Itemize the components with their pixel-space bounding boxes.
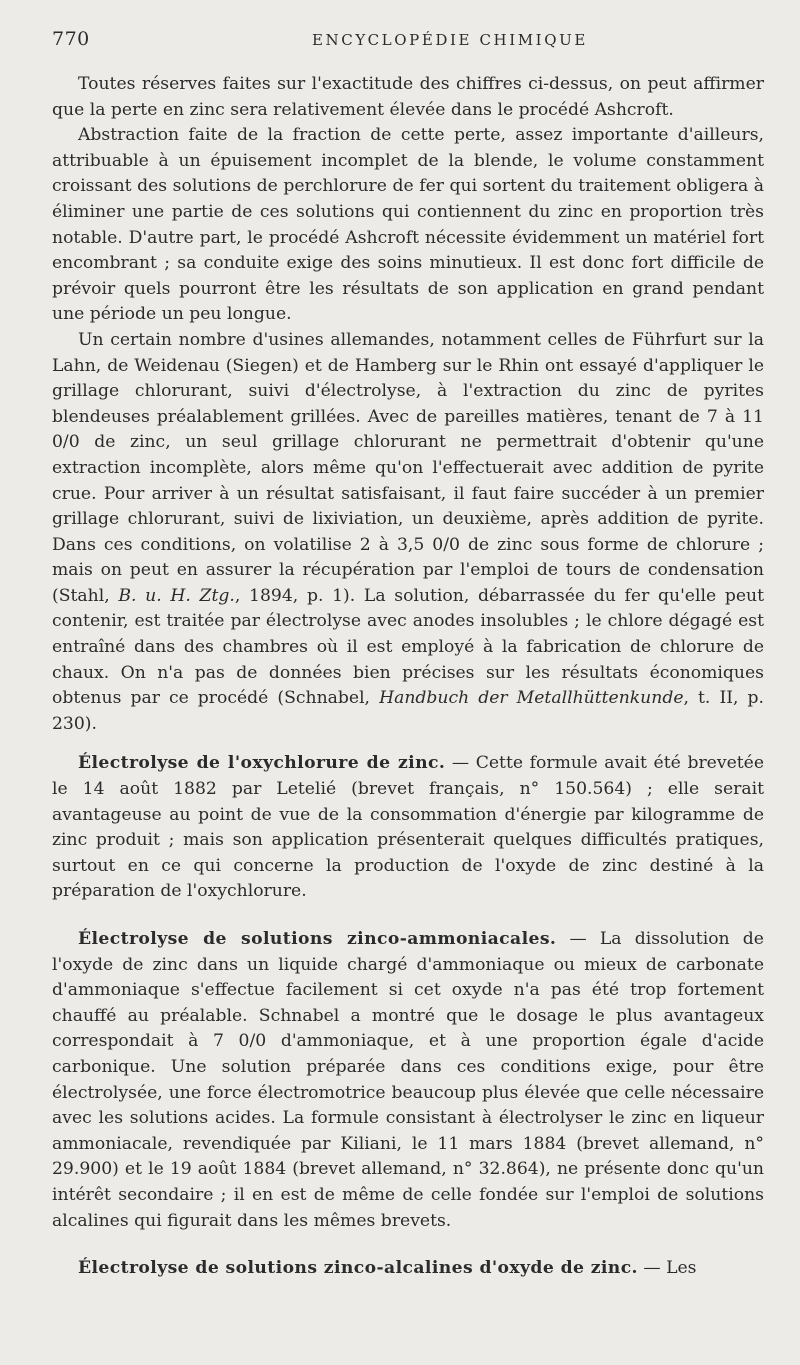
section-text: — Cette formule avait été brevetée le 14 août 1882 par Letelié (brevet français, n° 150.564) ; elle serait avantageuse au point de vue de la consommation d'énergie par kilogramme de zinc produit ; mais son application présenterait quelques difficultés pratiques, surtout en ce qui concerne la production de l'oxyde de zinc destiné à la préparation de l'oxychlorure. xyxy=(52,753,764,902)
section-text: — La dissolution de l'oxyde de zinc dans un liquide chargé d'ammoniaque ou mieux de carbonate d'ammoniaque s'effectue facilement si cet oxyde n'a pas été trop fortement chauffé au préalable. Schnabel a montré que le dosage le plus avantageux correspondait à 7 0/0 d'ammoniaque, et à une proportion égale d'acide carbonique. Une solution préparée dans ces conditions exige, pour être électrolysée, une force électromotrice beaucoup plus élevée que celle nécessaire avec les solutions acides. La formule consistant à électrolyser le zinc en liqueur ammoniacale, revendiquée par Kiliani, le 11 mars 1884 (brevet allemand, n° 29.900) et le 19 août 1884 (brevet allemand, n° 32.864), ne présente donc qu'un intérêt secondaire ; il en est de même de celle fondée sur l'emploi de solutions alcalines qui figurait dans les mêmes brevets. xyxy=(52,929,764,1231)
section-heading: Électrolyse de l'oxychlorure de zinc. xyxy=(78,753,446,774)
citation-journal: B. u. H. Ztg. xyxy=(118,585,235,606)
running-title: ENCYCLOPÉDIE CHIMIQUE xyxy=(312,31,588,49)
paragraph-2: Abstraction faite de la fraction de cette perte, assez importante d'ailleurs, attribuable à un épuisement incomplet de la blende, le volume constamment croissant des solutions de perchlorure de fer qui sortent du traitement obligera à éliminer une partie de ces solutions qui contiennent du zinc en proportion très notable. D'autre part, le procédé Ashcroft nécessite évidemment un matériel fort encombrant ; sa conduite exige des soins minutieux. Il est donc fort difficile de prévoir quels pourront être les résultats de son application en grand pendant une période un peu longue. xyxy=(52,125,764,325)
section-zinco-ammoniacales xyxy=(52,927,764,1234)
paragraph-3-text-a: Un certain nombre d'usines allemandes, notamment celles de Führfurt sur la Lahn, de Weidenau (Siegen) et de Hamberg sur le Rhin ont essayé d'appliquer le grillage chlorurant, suivi d'électrolyse, à l'extraction du zinc de pyrites blendeuses préalablement grillées. Avec de pareilles matières, tenant de 7 à 11 0/0 de zinc, un seul grillage chlorurant ne permettrait d'obtenir qu'une extraction incomplète, alors même qu'on l'effectuerait avec addition de pyrite crue. Pour arriver à un résultat satisfaisant, il faut faire succéder à un premier grillage chlorurant, suivi de lixiviation, un deuxième, après addition de pyrite. Dans ces conditions, on volatilise 2 à 3,5 0/0 de zinc sous forme de chlorure ; mais on peut en assurer la récupération par l'emploi de tours de condensation (Stahl, xyxy=(52,329,764,606)
paragraph-3 xyxy=(52,328,764,738)
paragraph-3-text-b: , 1894, p. 1). La solution, débarrassée du fer qu'elle peut contenir, est traitée par électrolyse avec anodes insolubles ; le chlore dégagé est entraîné dans des chambres où il est employé à la fabrication de chlorure de chaux. On n'a pas de données bien précises sur les résultats économiques obtenus par ce procédé (Schnabel, xyxy=(52,585,764,709)
body-text xyxy=(52,72,764,1282)
section-zinco-alcalines xyxy=(52,1256,764,1282)
page-header xyxy=(52,28,770,54)
paragraph-3-text-c: , t. II, p. 230). xyxy=(52,688,764,734)
page-number: 770 xyxy=(52,28,90,50)
citation-handbook: Handbuch der Metallhüttenkunde xyxy=(379,688,684,709)
paragraph-1: Toutes réserves faites sur l'exactitude des chiffres ci-dessus, on peut affirmer que la perte en zinc sera relativement élevée dans le procédé Ashcroft. xyxy=(52,74,764,120)
section-oxychlorure xyxy=(52,751,764,905)
section-heading: Électrolyse de solutions zinco-ammoniacales. xyxy=(78,929,557,949)
section-text: — Les xyxy=(637,1258,697,1279)
section-heading: Électrolyse de solutions zinco-alcalines d'oxyde de zinc. xyxy=(78,1258,638,1279)
